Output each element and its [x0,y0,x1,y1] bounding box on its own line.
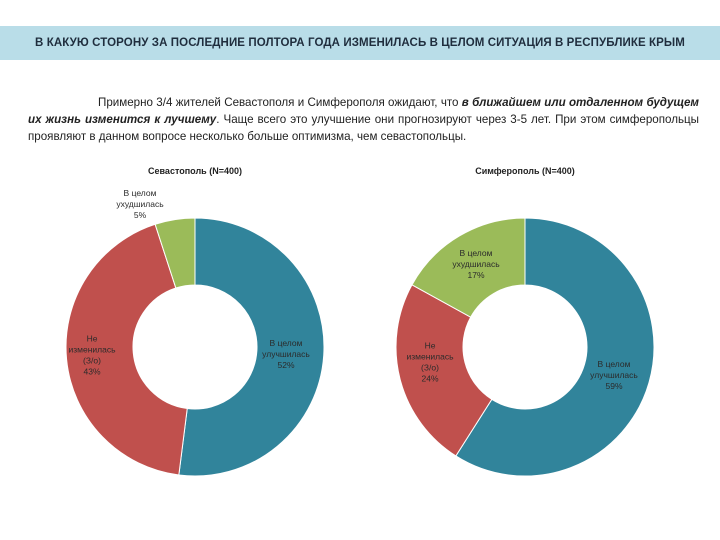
intro-text-1: Примерно 3/4 жителей Севастополя и Симферополя ожидают, что [98,96,462,109]
chart-title-sevastopol: Севастополь (N=400) [148,166,242,176]
slice-label-simferopol-2: В целом ухудшилась 17% [452,248,500,280]
page-title: В КАКУЮ СТОРОНУ ЗА ПОСЛЕДНИЕ ПОЛТОРА ГОДА ИЗМЕНИЛАСЬ В ЦЕЛОМ СИТУАЦИЯ В РЕСПУБЛИКЕ КРЫМ [35,37,685,49]
intro-text-2: . Чаще всего это улучшение они прогнозируют через 3-5 лет. При этом симферопольцы проявляют в данном вопросе несколько больше оптимизма, чем севастопольцы. [28,113,699,143]
slice-label-sevastopol-1: Не изменилась (З/о) 43% [68,333,116,377]
slice-label-sevastopol-0: В целом улучшилась 52% [262,338,310,370]
intro-emphasis: в ближайшем или отдаленном будущем их жизнь изменится к лучшему [28,96,699,126]
slice-label-simferopol-1: Не изменилась (З/о) 24% [406,340,454,384]
slice-label-simferopol-0: В целом улучшилась 59% [590,359,638,391]
slice-label-sevastopol-2: В целом ухудшилась 5% [116,188,164,220]
chart-title-simferopol: Симферополь (N=400) [475,166,575,176]
